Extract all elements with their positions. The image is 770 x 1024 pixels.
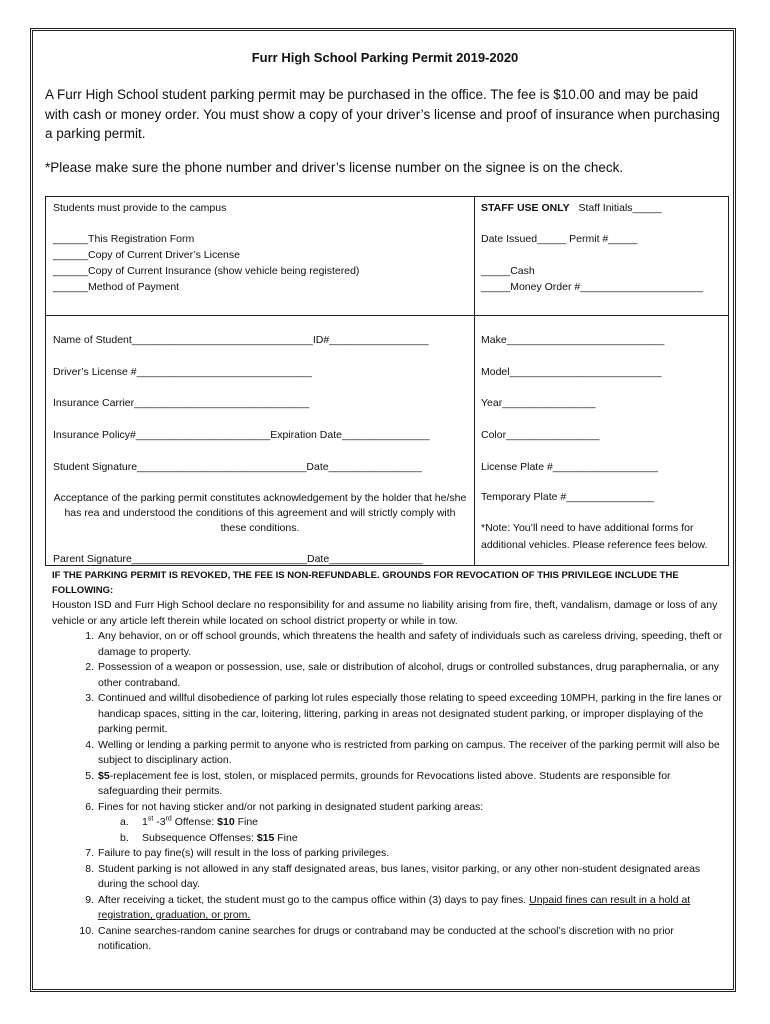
table-row-divider [46,315,728,316]
insurance-policy-field[interactable]: Insurance Policy#_______________________Expiration Date_______________ [53,429,430,441]
checklist-payment-method[interactable]: ______Method of Payment [53,281,180,293]
staff-initials-field[interactable]: Staff Initials_____ [578,202,662,214]
additional-vehicles-note: *Note: You’ll need to have additional forms for additional vehicles. Please reference fees below. [481,522,708,551]
vehicle-color-field[interactable]: Color________________ [481,429,600,441]
staff-use-header [481,202,662,214]
money-order-field[interactable]: _____Money Order #_____________________ [481,281,703,293]
list-item: 2. Possession of a weapon or possession, use, sale or distribution of alcohol, drugs or controlled substances, drug paraphernalia, or any other contraband. [85,661,720,689]
checklist-drivers-license[interactable]: ______Copy of Current Driver’s License [53,249,240,261]
list-item: b. Subsequence Offenses: $15 Fine [120,831,298,844]
date-issued-field[interactable]: Date Issued_____ Permit #_____ [481,233,638,245]
student-signature-field[interactable]: Student Signature_____________________________Date________________ [53,461,423,473]
list-item: 10. Canine searches-random canine searches for drugs or contraband may be conducted at the school’s discretion with no prior notification. [79,924,674,952]
acceptance-statement: Acceptance of the parking permit constitutes acknowledgement by the holder that he/she has rea and understood the conditions of this agreement and will strictly comply with these conditions. [53,492,467,534]
list-item: 5. $5-replacement fee is lost, stolen, or misplaced permits, grounds for Revocations listed above. Students are responsible for safeguarding their permits. [85,769,671,797]
revocation-rules-list [52,629,728,955]
cash-checkbox[interactable]: _____Cash [481,265,535,277]
insurance-carrier-field[interactable]: Insurance Carrier______________________________ [53,397,310,409]
checklist-insurance[interactable]: ______Copy of Current Insurance (show vehicle being registered) [53,265,360,277]
list-item: 3. Continued and willful disobedience of parking lot rules especially those relating to speed exceeding 10MPH, parking in the fire lanes or handicap spaces, sitting in the car, loitering, littering, parking in areas not designated student parking, or improper displaying of the parking permit. [85,692,722,735]
list-item: 6. Fines for not having sticker and/or not parking in designated student parking areas: [85,800,484,813]
temporary-plate-field[interactable]: Temporary Plate #_______________ [481,491,654,503]
list-item: 7. Failure to pay fine(s) will result in the loss of parking privileges. [85,847,390,859]
check-note: *Please make sure the phone number and driver’s license number on the signee is on the check. [45,160,624,175]
list-item: 1. Any behavior, on or off school grounds, which threatens the health and safety of individuals such as careless driving, speeding, theft or damage to property. [85,630,723,658]
vehicle-make-field[interactable]: Make___________________________ [481,334,665,346]
vehicle-year-field[interactable]: Year________________ [481,397,596,409]
list-item: 9. After receiving a ticket, the student must go to the campus office within (3) days to pay fines. Unpaid fines can result in a hold at registration, graduation, or prom. [85,893,691,921]
list-item: a. 1st -3rd Offense: $10 Fine [120,815,259,828]
list-item: 8. Student parking is not allowed in any staff designated areas, bus lanes, visitor parking, or any other non-student designated areas during the school day. [85,862,701,890]
vehicle-model-field[interactable]: Model__________________________ [481,366,662,378]
staff-use-label: STAFF USE ONLY [481,202,570,214]
registration-table [45,196,729,566]
student-name-field[interactable]: Name of Student_______________________________ID#_________________ [53,334,429,346]
table-column-divider [474,197,475,565]
list-item: 4. Welling or lending a parking permit to anyone who is restricted from parking on campus. The receiver of the parking permit will also be subject to disciplinary action. [85,738,720,766]
page-title: Furr High School Parking Permit 2019-2020 [251,50,519,65]
liability-disclaimer: Houston ISD and Furr High School declare no responsibility for and assume no liability arising from fire, theft, vandalism, damage or loss of any vehicle or any article left therein while located on school district property or while in tow. [52,599,718,627]
drivers-license-field[interactable]: Driver’s License #______________________________ [53,366,312,378]
revocation-heading: IF THE PARKING PERMIT IS REVOKED, THE FEE IS NON-REFUNDABLE. GROUNDS FOR REVOCATION OF THIS PRIVILEGE INCLUDE THE FOLLOWING: [52,570,679,596]
provide-heading: Students must provide to the campus [53,202,227,214]
parent-signature-field[interactable]: Parent Signature______________________________Date________________ [53,553,423,565]
checklist-registration-form[interactable]: ______This Registration Form [53,233,195,245]
license-plate-field[interactable]: License Plate #__________________ [481,461,658,473]
intro-paragraph: A Furr High School student parking permit may be purchased in the office. The fee is $10.00 and may be paid with cash or money order. You must show a copy of your driver’s license and proof of insurance when purchasing a parking permit. [45,87,720,141]
